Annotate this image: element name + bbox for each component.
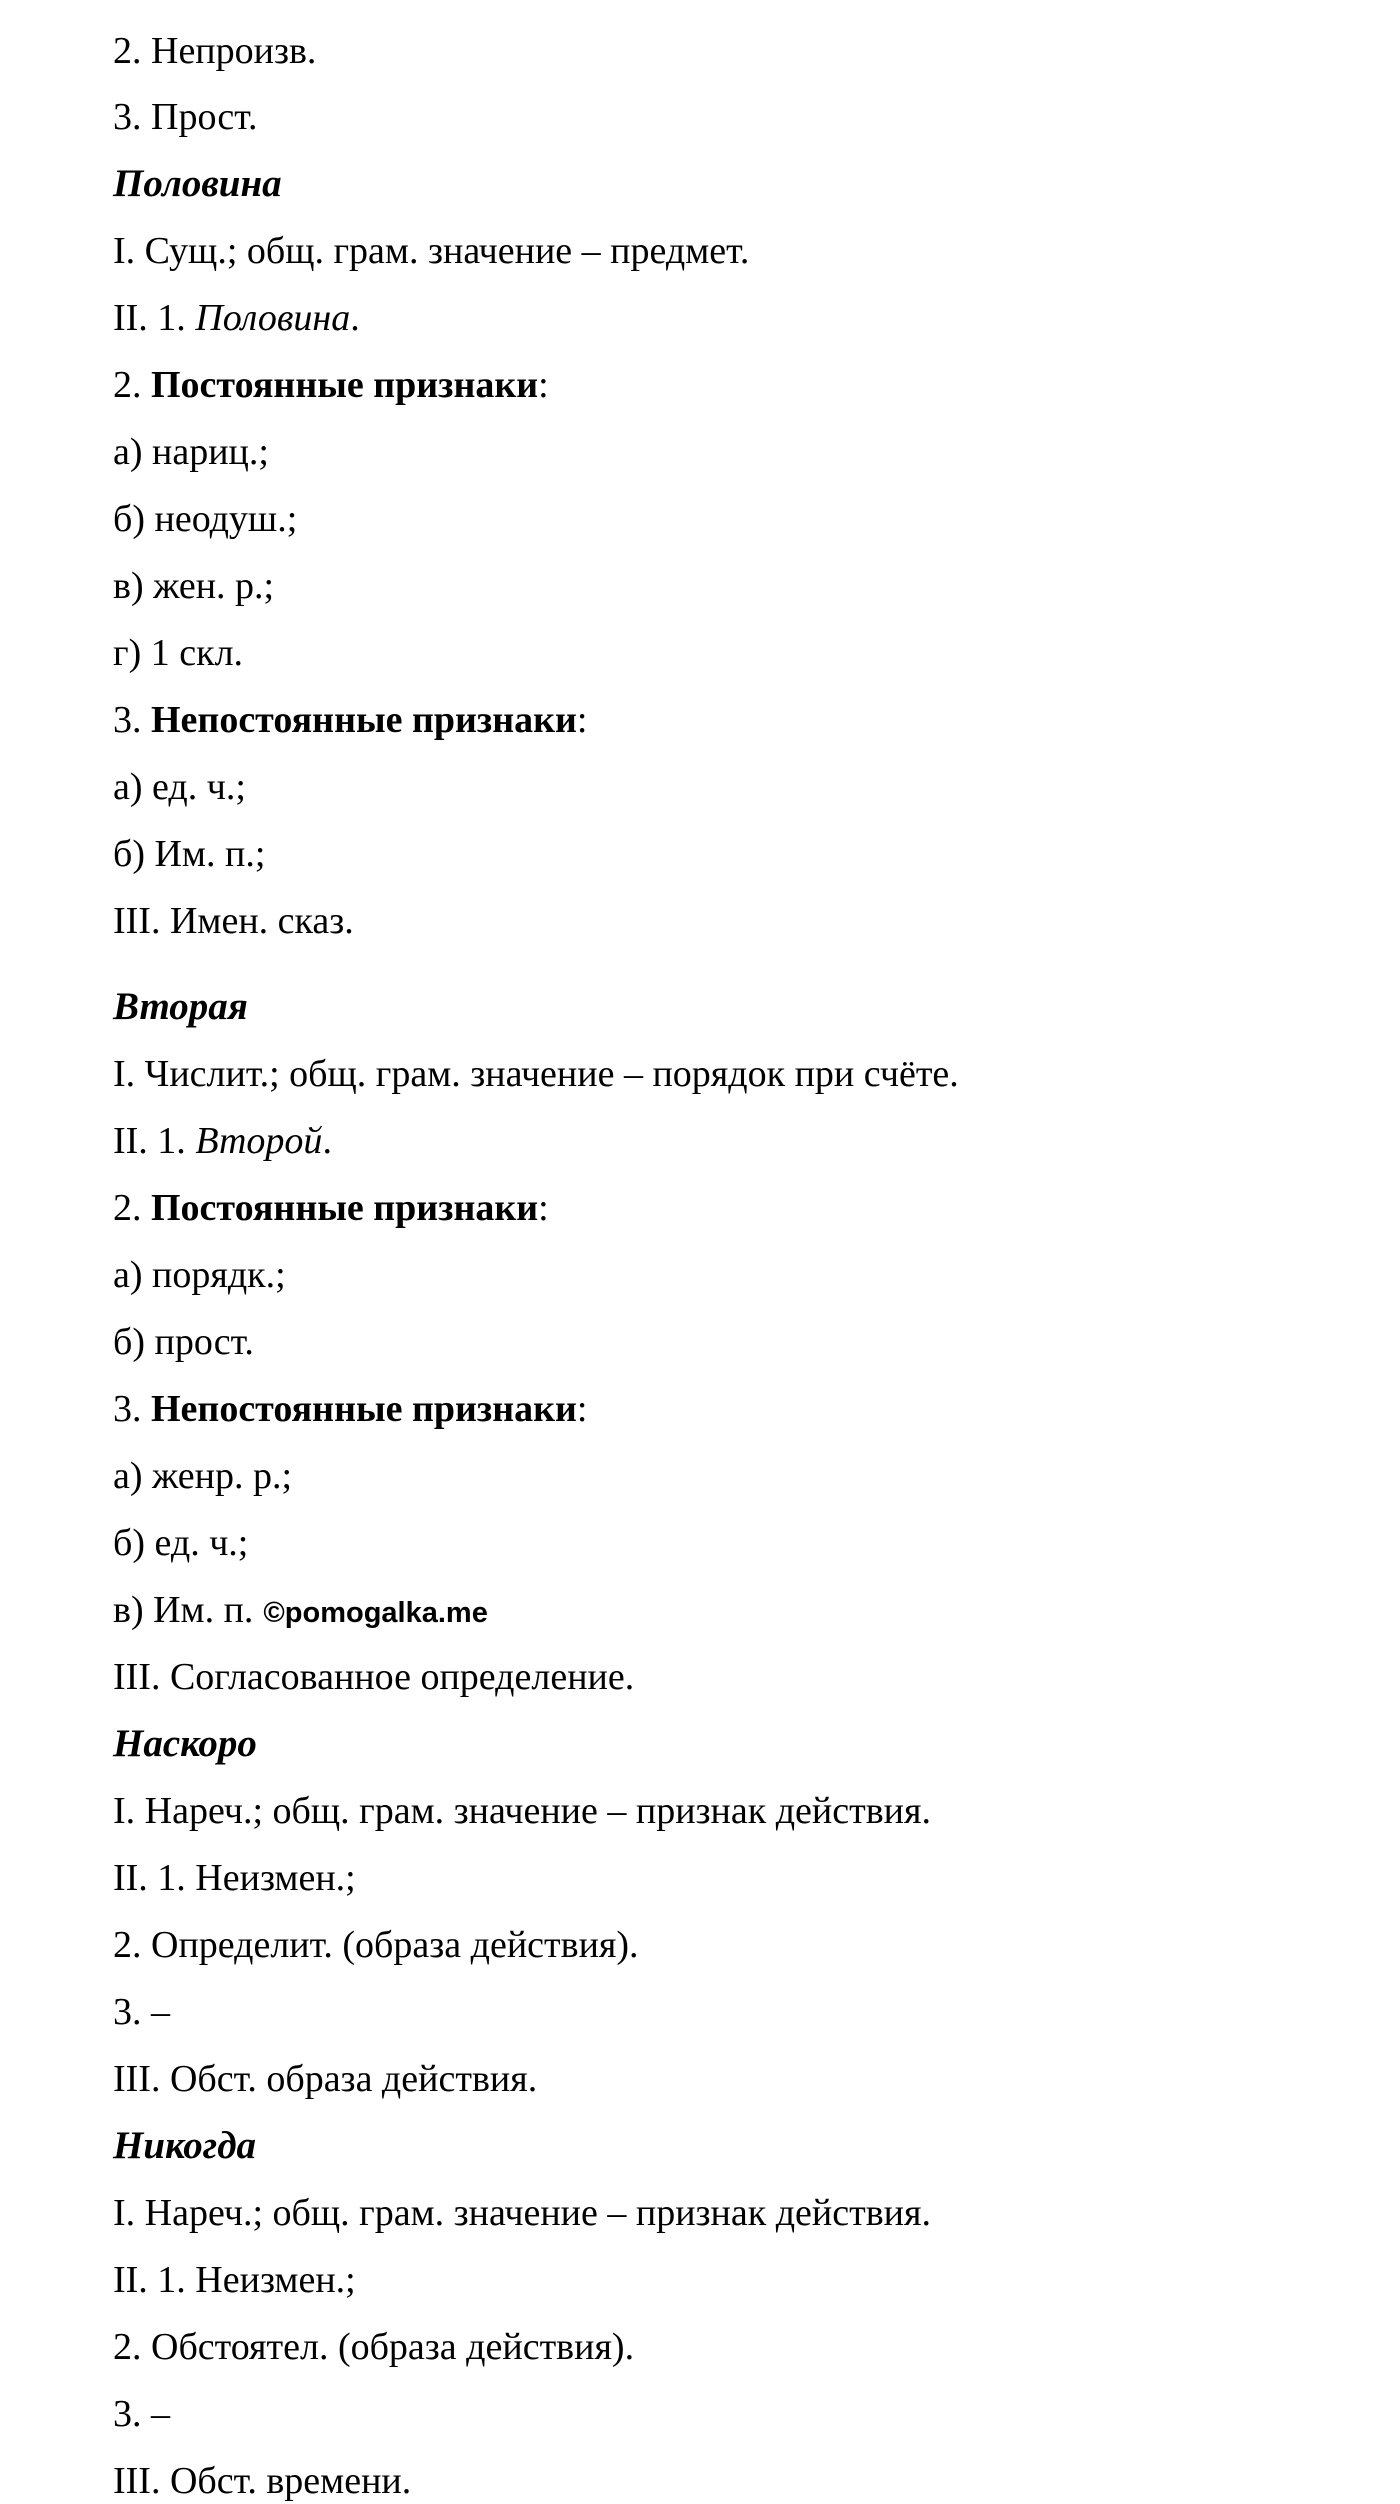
text-line: I. Сущ.; общ. грам. значение – предмет.	[113, 230, 750, 272]
text-line: г) 1 скл.	[113, 632, 244, 674]
bold-label: Постоянные признаки	[151, 364, 539, 406]
text-line: I. Числит.; общ. грам. значение – порядок при счёте.	[113, 1053, 959, 1095]
text-segment: 3.	[113, 1388, 151, 1430]
text-line: в) жен. р.;	[113, 565, 275, 607]
text-line: 2. Определит. (образа действия).	[113, 1924, 639, 1966]
text-line: I. Нареч.; общ. грам. значение – признак действия.	[113, 1790, 931, 1832]
text-segment: :	[576, 1388, 588, 1430]
text-line	[113, 697, 587, 743]
text-segment: .	[350, 297, 360, 339]
text-line	[113, 1386, 587, 1432]
section-heading-vtoraya: Вторая	[113, 985, 248, 1028]
text-line	[113, 1587, 488, 1636]
text-line: 3. Прост.	[113, 96, 258, 138]
text-segment: II. 1.	[113, 1120, 196, 1162]
text-line: 2. Обстоятел. (образа действия).	[113, 2326, 635, 2368]
text-segment: 2.	[113, 1187, 151, 1229]
text-segment: .	[322, 1120, 332, 1162]
text-line: а) нариц.;	[113, 431, 269, 473]
text-line	[113, 362, 549, 408]
text-line: III. Обст. образа действия.	[113, 2058, 538, 2100]
text-segment: :	[538, 1187, 549, 1229]
text-line: б) прост.	[113, 1321, 254, 1363]
bold-label: Непостоянные признаки	[151, 1388, 577, 1430]
text-line: III. Согласованное определение.	[113, 1656, 635, 1698]
text-segment: :	[538, 364, 549, 406]
text-line	[113, 1185, 549, 1231]
text-line: II. 1. Неизмен.;	[113, 2259, 356, 2301]
text-line: а) порядк.;	[113, 1254, 286, 1296]
text-line: а) женр. р.;	[113, 1455, 293, 1497]
italic-word: Половина	[195, 297, 351, 339]
italic-word: Второй	[195, 1120, 323, 1162]
text-segment: :	[576, 699, 588, 741]
text-line	[113, 295, 360, 341]
section-heading-polovina: Половина	[113, 162, 282, 205]
text-segment: 3.	[113, 699, 151, 741]
text-line: б) неодуш.;	[113, 498, 298, 540]
text-line	[113, 1118, 332, 1164]
bold-label: Постоянные признаки	[151, 1187, 539, 1229]
text-line: б) Им. п.;	[113, 833, 266, 875]
text-segment: в) Им. п.	[113, 1589, 254, 1631]
text-line: II. 1. Неизмен.;	[113, 1857, 356, 1899]
section-heading-naskoro: Наскоро	[113, 1722, 257, 1765]
text-line: I. Нареч.; общ. грам. значение – признак действия.	[113, 2192, 931, 2234]
bold-label: Непостоянные признаки	[151, 699, 577, 741]
text-line: III. Обст. времени.	[113, 2460, 412, 2502]
text-line: 2. Непроизв.	[113, 30, 317, 72]
text-line: б) ед. ч.;	[113, 1522, 249, 1564]
text-line: III. Имен. сказ.	[113, 900, 354, 942]
section-heading-nikogda: Никогда	[113, 2124, 257, 2167]
text-line: 3. –	[113, 1991, 170, 2033]
text-segment: II. 1.	[113, 297, 196, 339]
text-line: 3. –	[113, 2393, 170, 2435]
watermark: ©pomogalka.me	[263, 1597, 488, 1629]
text-segment: 2.	[113, 364, 151, 406]
text-line: а) ед. ч.;	[113, 766, 246, 808]
